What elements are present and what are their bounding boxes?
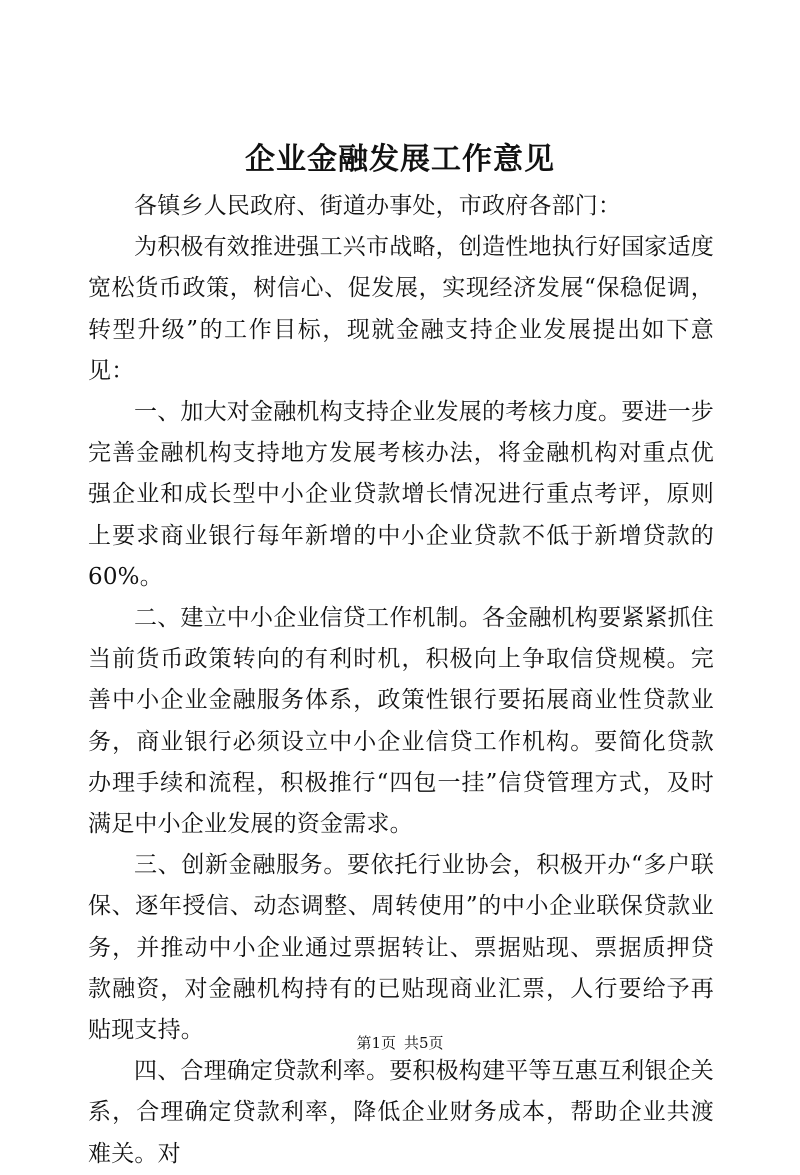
section-2-paragraph: 二、建立中小企业信贷工作机制。各金融机构要紧紧抓住当前货币政策转向的有利时机，积极向上争取信贷规模。完善中小企业金融服务体系，政策性银行要拓展商业性贷款业务，商业银行必须设立中小企业信贷工作机构。要简化贷款办理手续和流程，积极推行“四包一挂”信贷管理方式，及时满足中小企业发展的资金需求。 bbox=[88, 605, 714, 838]
section-4-paragraph: 四、合理确定贷款利率。要积极构建平等互惠互利银企关系，合理确定贷款利率，降低企业财务成本，帮助企业共渡难关。对 bbox=[88, 1058, 714, 1167]
document-body bbox=[88, 186, 714, 1175]
page-number: 第1页 bbox=[356, 1034, 396, 1052]
document-title: 企业金融发展工作意见 bbox=[245, 142, 555, 177]
salutation-paragraph: 各镇乡人民政府、街道办事处，市政府各部门： bbox=[134, 193, 622, 219]
section-1-paragraph: 一、加大对金融机构支持企业发展的考核力度。要进一步完善金融机构支持地方发展考核办法，将金融机构对重点优强企业和成长型中小企业贷款增长情况进行重点考评，原则上要求商业银行每年新增的中小企业贷款不低于新增贷款的60%。 bbox=[88, 399, 714, 590]
section-3-paragraph: 三、创新金融服务。要依托行业协会，积极开办“多户联保、逐年授信、动态调整、周转使用”的中小企业联保贷款业务，并推动中小企业通过票据转让、票据贴现、票据质押贷款融资，对金融机构持有的已贴现商业汇票，人行要给予再贴现支持。 bbox=[88, 852, 714, 1044]
page-footer bbox=[0, 1032, 800, 1054]
page-total: 共5页 bbox=[404, 1034, 444, 1052]
intro-paragraph: 为积极有效推进强工兴市战略，创造性地执行好国家适度宽松货币政策，树信心、促发展，实现经济发展“保稳促调，转型升级”的工作目标，现就金融支持企业发展提出如下意见： bbox=[88, 234, 714, 384]
